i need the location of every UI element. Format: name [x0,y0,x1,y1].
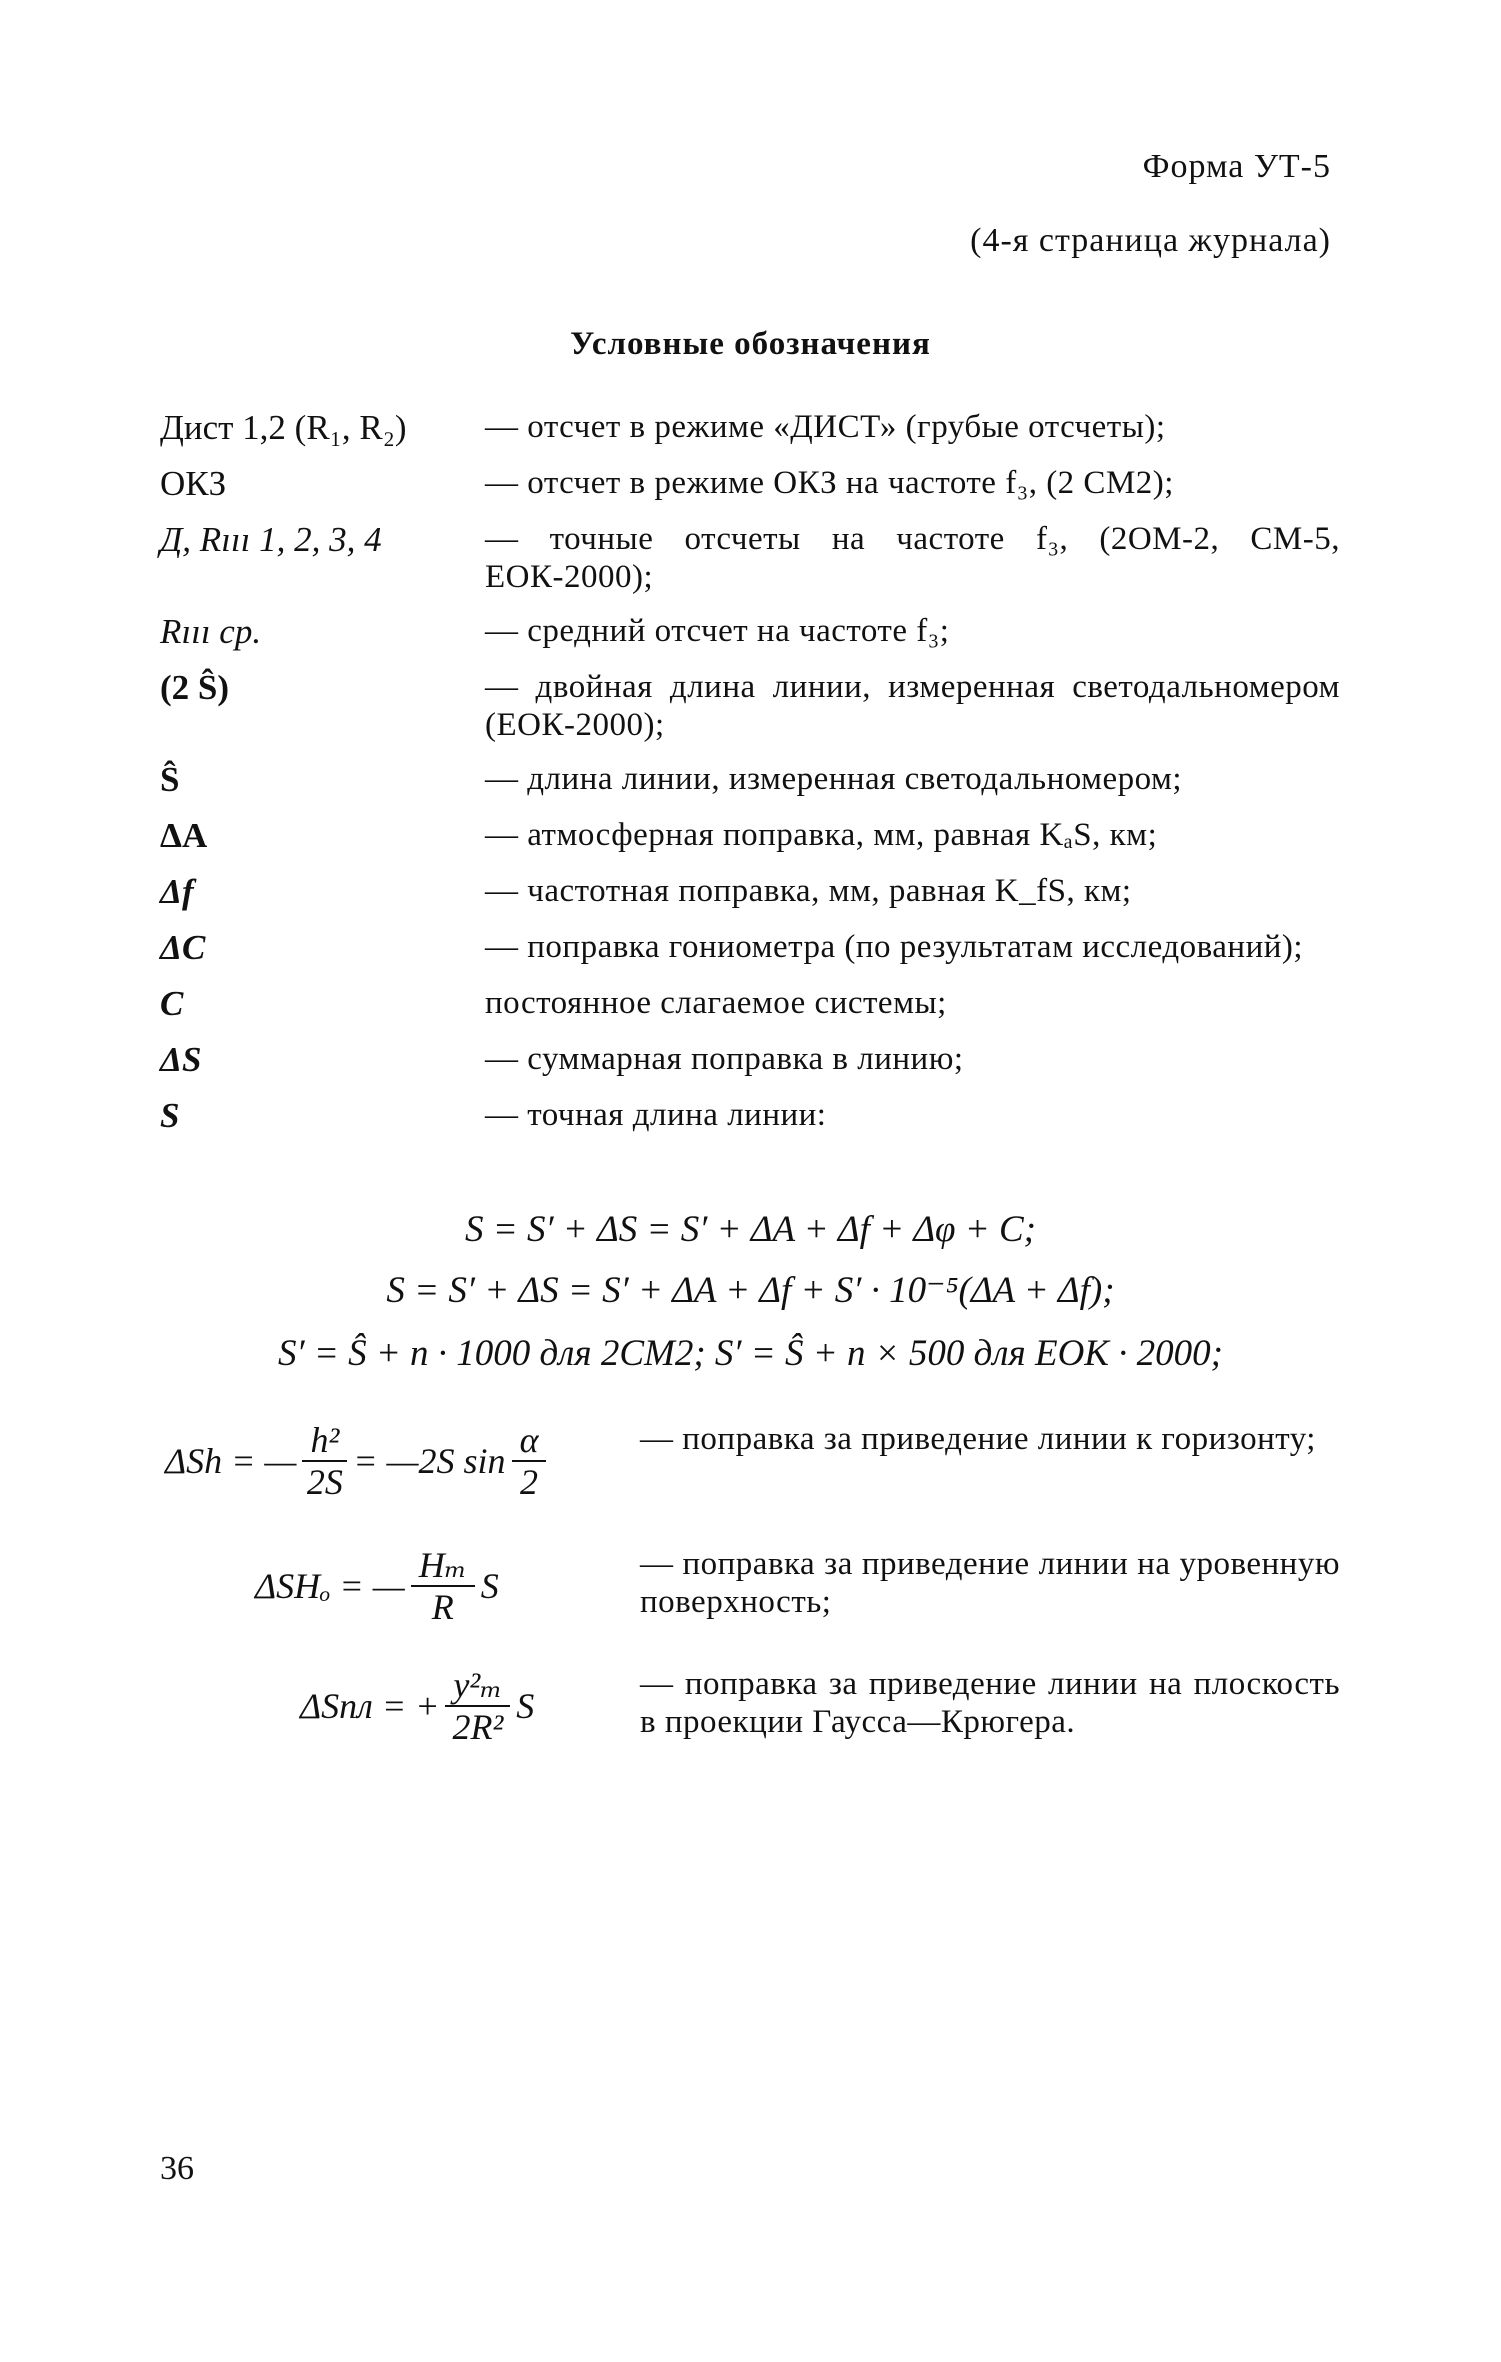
legend-symbol: C [160,984,184,1023]
form-label: Форма УТ-5 [1142,148,1331,185]
formula-gauss-kruger [300,1665,534,1747]
legend-symbol: Д, Rııı 1, 2, 3, 4 [160,520,382,559]
legend-symbol: (2 Ŝ) [160,668,230,707]
legend-row [160,408,1340,448]
legend-symbol: Rııı ср. [160,612,262,651]
legend-symbol: Ŝ [160,760,180,799]
legend-text: — средний отсчет на частоте f₃; [485,613,950,649]
journal-page-label: (4-я страница журнала) [970,222,1331,259]
legend-text: — отсчет в режиме «ДИСТ» (грубые отсчеты); [485,409,1166,445]
formula-tail: S [480,1566,499,1606]
formula-lhs: ΔSHₒ = — [255,1566,405,1606]
formula-description: — поправка за приведение линии к горизонту; [640,1421,1316,1457]
denominator: 2R² [452,1707,504,1747]
legend-row [160,1040,1340,1080]
formula-lhs: ΔSпл = + [300,1686,440,1726]
formula-tail: S [516,1686,535,1726]
numerator: y²ₘ [445,1665,510,1707]
legend-text: — поправка гониометра (по результатам исследований); [485,929,1304,965]
legend-symbol: ОКЗ [160,464,227,503]
legend-row [160,464,1340,504]
legend-symbol: Δf [160,872,194,911]
legend-symbol: ΔA [160,816,208,855]
legend-text: — отсчет в режиме ОКЗ на частоте f₃, (2 СМ2); [485,465,1174,501]
legend-text: — атмосферная поправка, мм, равная KₐS, км; [485,817,1158,853]
formula-mid: = —2S sin [353,1441,506,1481]
legend-symbol: S [160,1096,180,1135]
numerator: Hₘ [411,1545,475,1587]
legend-row [160,984,1340,1024]
legend-text: — суммарная поправка в линию; [485,1041,964,1077]
fraction [411,1545,475,1627]
legend-row [160,668,1340,744]
fraction [445,1665,510,1747]
legend-row [160,816,1340,856]
numerator: h² [302,1420,347,1462]
legend-text: — точная длина линии: [485,1097,827,1133]
fraction [302,1420,347,1502]
formula-description: — поправка за приведение линии на уровенную поверхность; [640,1546,1340,1620]
legend-symbol: ΔS [160,1040,202,1079]
denominator: 2S [306,1462,343,1502]
formula-horizon [165,1420,552,1502]
legend-row [160,520,1340,596]
formula-lhs: ΔSh = — [165,1441,297,1481]
denominator: R [431,1587,454,1627]
legend-row [160,872,1340,912]
legend-text: постоянное слагаемое системы; [485,985,947,1021]
page-number: 36 [160,2150,194,2187]
legend-text: — длина линии, измеренная светодальномером; [485,761,1183,797]
formula-line: S = S′ + ΔS = S′ + ΔA + Δf + Δφ + C; [464,1209,1036,1250]
legend-row [160,1096,1340,1136]
legend-text: — двойная длина линии, измеренная светодальномером (ЕОК-2000); [485,669,1340,743]
legend-symbol: Дист 1,2 (R₁, R₂) [160,408,407,447]
numerator: α [512,1420,547,1462]
legend-row [160,612,1340,652]
formula-description: — поправка за приведение линии на плоскость в проекции Гаусса—Крюгера. [640,1666,1340,1740]
formula-line: S′ = Ŝ + n · 1000 для 2СМ2; S′ = Ŝ + n × 500 для ЕОК · 2000; [278,1333,1223,1374]
legend-symbol: ΔC [160,928,206,967]
legend-text: — точные отсчеты на частоте f₃, (2ОМ-2, СМ-5, ЕОК-2000); [485,521,1340,595]
fraction [512,1420,547,1502]
denominator: 2 [520,1462,539,1502]
formula-line: S = S′ + ΔS = S′ + ΔA + Δf + S′ · 10⁻⁵(ΔA + Δf); [386,1270,1115,1311]
section-title: Условные обозначения [570,326,931,362]
legend-list [160,408,1340,1152]
formula-level-surface [255,1545,499,1627]
legend-row [160,928,1340,968]
legend-text: — частотная поправка, мм, равная K_fS, км; [485,873,1132,909]
legend-row [160,760,1340,800]
